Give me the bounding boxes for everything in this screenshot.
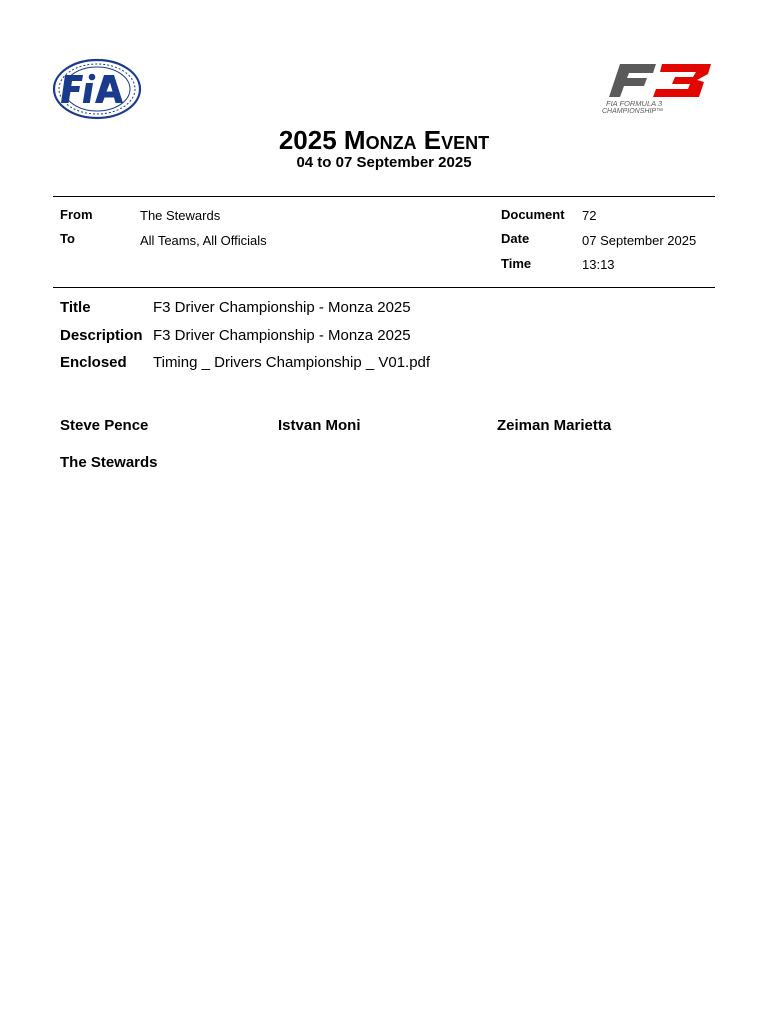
enclosed-attachment-link[interactable]: Timing _ Drivers Championship _ V01.pdf — [153, 354, 431, 371]
description-label: Description — [60, 327, 143, 344]
description-value: F3 Driver Championship - Monza 2025 — [153, 327, 411, 344]
steward-name: Istvan Moni — [278, 417, 361, 434]
stewards-signature-title: The Stewards — [60, 454, 158, 471]
event-dates: 04 to 07 September 2025 — [296, 154, 472, 171]
title-label: Title — [60, 299, 91, 316]
steward-name: Steve Pence — [60, 417, 149, 434]
title-value: F3 Driver Championship - Monza 2025 — [153, 299, 411, 316]
to-value: All Teams, All Officials — [140, 233, 267, 248]
fia-logo — [52, 58, 142, 120]
header-bottom-divider — [53, 287, 715, 288]
f3-logo-line2: CHAMPIONSHIP™ — [602, 108, 664, 114]
f3-championship-logo — [598, 62, 716, 114]
event-title: 2025 Monza Event — [278, 125, 490, 155]
document-value: 72 — [582, 208, 597, 223]
steward-name: Zeiman Marietta — [497, 417, 612, 434]
from-value: The Stewards — [140, 208, 221, 223]
date-label: Date — [501, 231, 530, 246]
enclosed-label: Enclosed — [60, 354, 127, 371]
header-top-divider — [53, 196, 715, 197]
f3-logo-line1: FIA FORMULA 3 — [606, 99, 663, 108]
time-value: 13:13 — [582, 257, 615, 272]
document-label: Document — [501, 207, 565, 222]
to-label: To — [60, 231, 75, 246]
from-label: From — [60, 207, 93, 222]
date-value: 07 September 2025 — [582, 233, 697, 248]
time-label: Time — [501, 256, 532, 271]
